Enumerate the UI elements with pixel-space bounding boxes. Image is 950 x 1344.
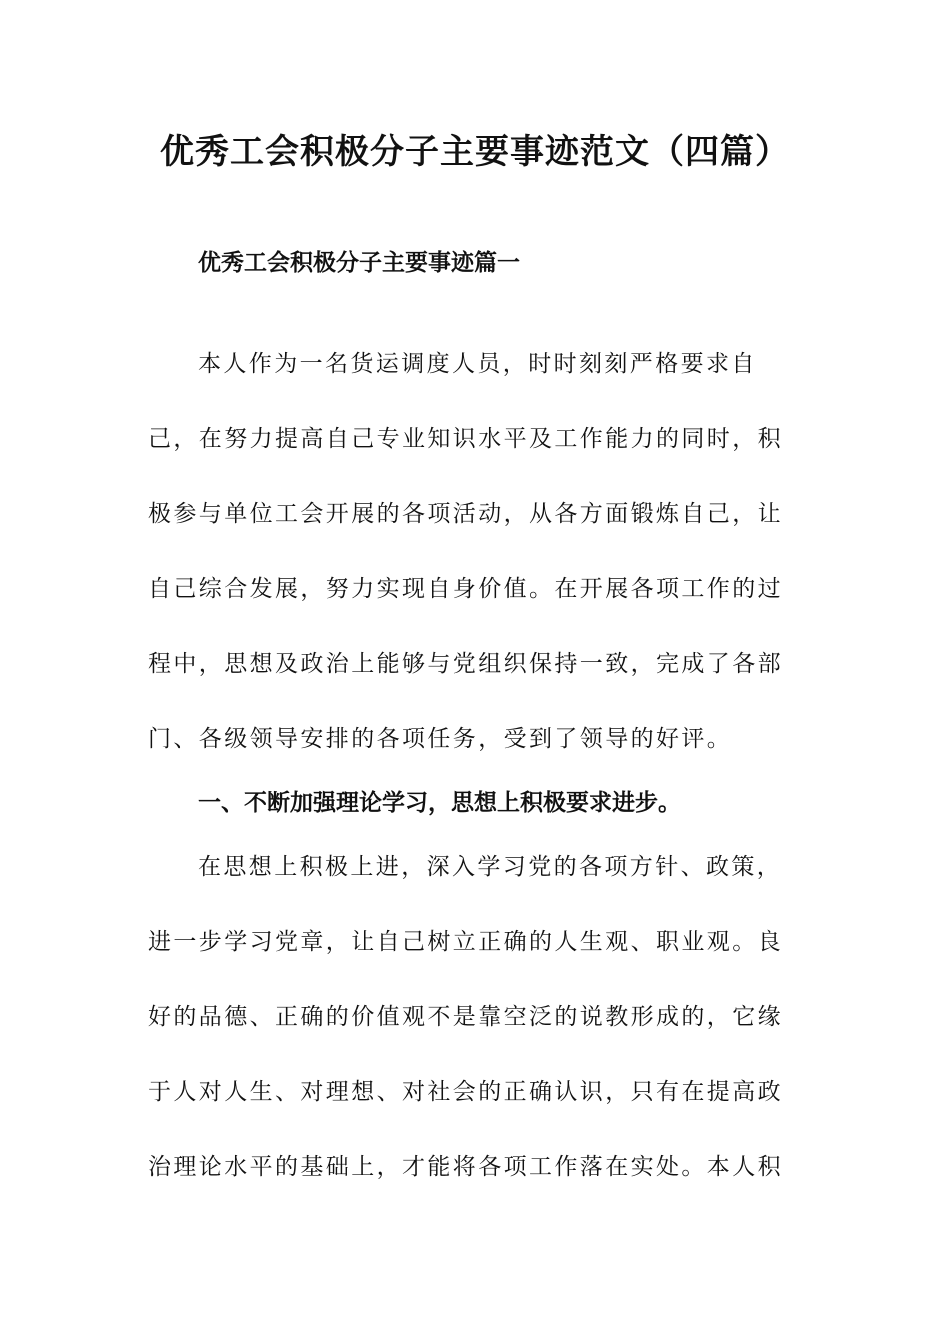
subheading: 一、不断加强理论学习，思想上积极要求进步。 [198,789,681,816]
paragraph-line: 在思想上积极上进，深入学习党的各项方针、政策， [198,854,783,880]
paragraph-line: 己，在努力提高自己专业知识水平及工作能力的同时，积 [148,426,783,452]
paragraph-line: 治理论水平的基础上，才能将各项工作落在实处。本人积 [148,1154,783,1180]
paragraph-line: 自己综合发展，努力实现自身价值。在开展各项工作的过 [148,576,783,602]
section-heading: 优秀工会积极分子主要事迹篇一 [198,249,520,276]
paragraph-line: 程中，思想及政治上能够与党组织保持一致，完成了各部 [148,651,783,677]
document-title: 优秀工会积极分子主要事迹范文（四篇） [160,132,790,172]
paragraph-line: 门、各级领导安排的各项任务，受到了领导的好评。 [148,726,733,752]
paragraph-line: 极参与单位工会开展的各项活动，从各方面锻炼自己，让 [148,501,783,527]
paragraph-line: 进一步学习党章，让自己树立正确的人生观、职业观。良 [148,929,783,955]
paragraph-line: 好的品德、正确的价值观不是靠空泛的说教形成的，它缘 [148,1004,783,1030]
paragraph-line: 本人作为一名货运调度人员，时时刻刻严格要求自 [198,351,757,377]
paragraph-line: 于人对人生、对理想、对社会的正确认识，只有在提高政 [148,1079,783,1105]
